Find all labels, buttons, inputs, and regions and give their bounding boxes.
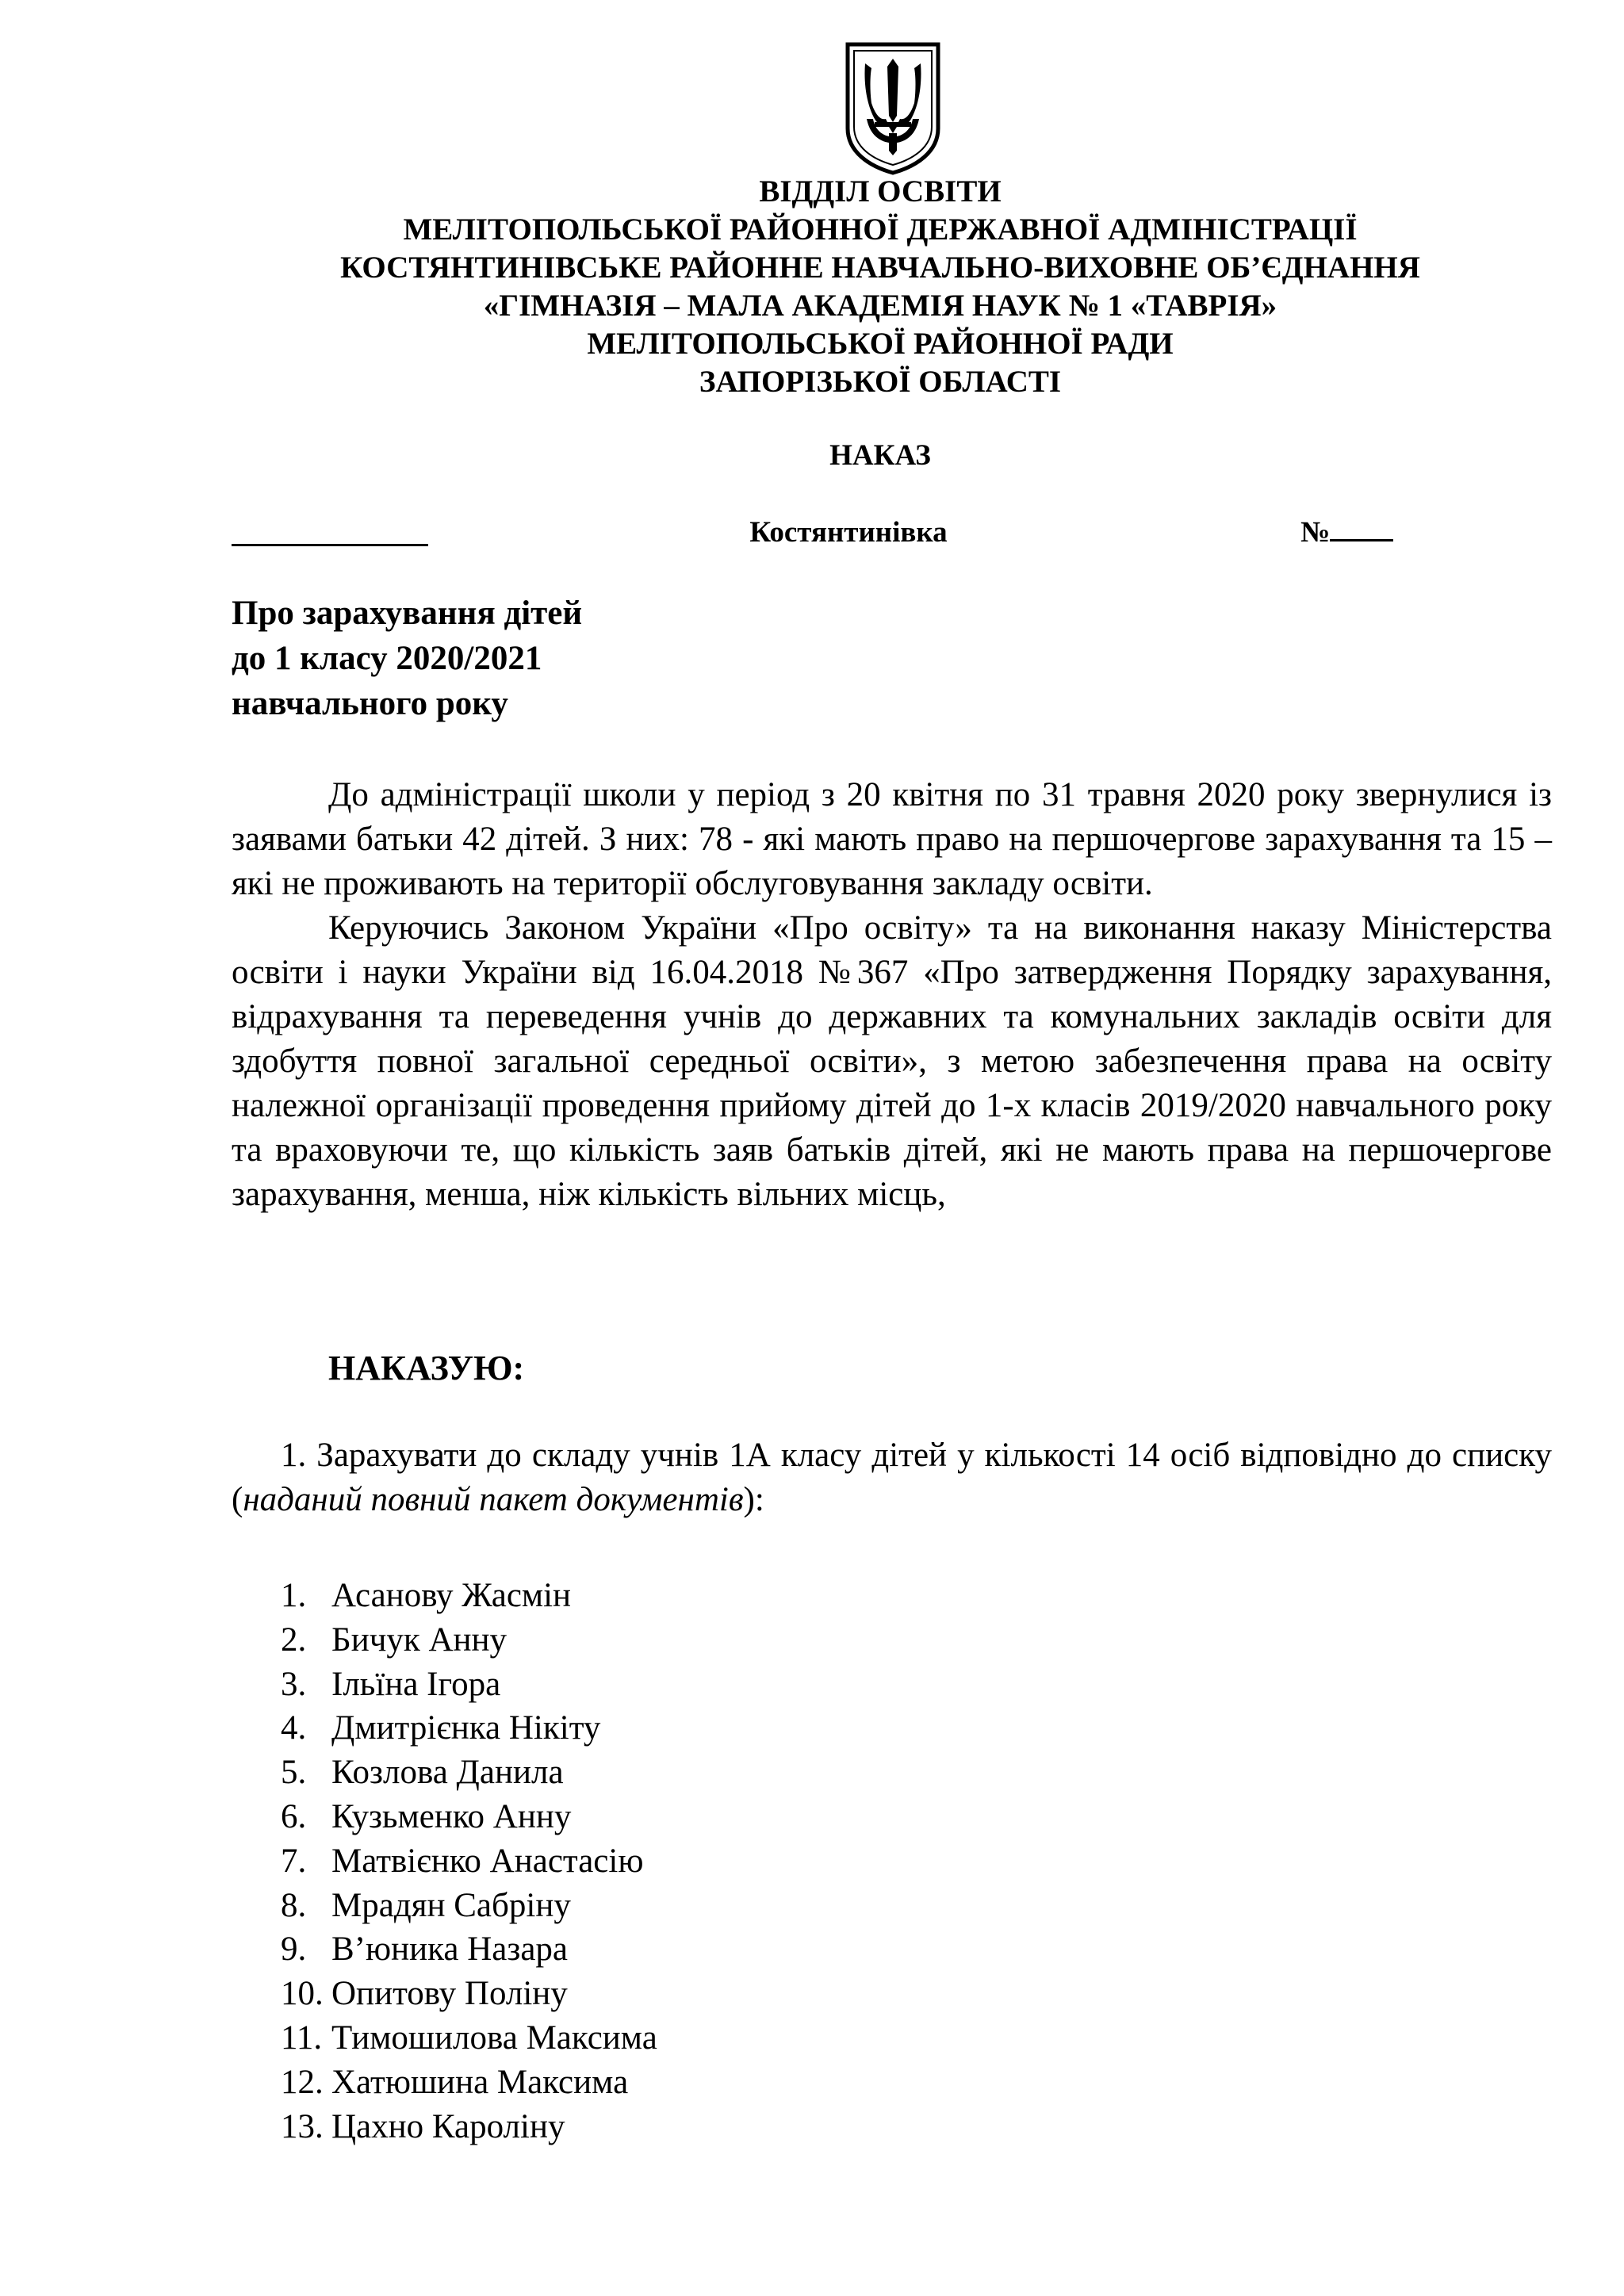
coat-of-arms-icon [843,40,943,176]
student-name: Дмитрієнка Нікіту [331,1709,601,1747]
institution-header [0,173,1624,401]
student-name: Цахно Кароліну [331,2107,565,2145]
student-list [281,1574,657,2149]
date-city-number-line [0,515,1624,563]
student-name: Бичук Анну [331,1621,508,1659]
subject-line: навчального року [232,685,508,722]
document-type-title: НАКАЗ [829,439,931,472]
list-item-number: 10. [281,1975,324,2013]
city-name: Костянтинівка [749,516,948,549]
list-item-number: 5. [281,1754,307,1792]
item-text: 1. Зарахувати до складу учнів 1А класу дітей у кількості 14 осіб відповідно до списку ( [232,1437,1552,1518]
list-item-number: 13. [281,2107,324,2145]
order-body [232,773,1552,1217]
student-name: Кузьменко Анну [331,1797,572,1835]
student-name: Тимошилова Максима [331,2019,657,2057]
header-line: «ГІМНАЗІЯ – МАЛА АКАДЕМІЯ НАУК № 1 «ТАВРІЯ» [483,289,1277,323]
list-item [281,1574,657,1618]
list-item-number: 3. [281,1665,307,1703]
student-name: В’юника Назара [331,1931,569,1969]
item-text: ): [743,1481,764,1518]
list-item [281,1839,657,1884]
order-item-1 [232,1433,1552,1522]
student-name: Козлова Данила [331,1754,564,1792]
list-item [281,2061,657,2105]
list-item [281,1706,657,1751]
body-paragraph: Керуючись Законом України «Про освіту» та на виконання наказу Міністерства освіти і науки України від 16.04.2018 №367 «Про затвердження Порядку зарахування, відрахування та переведення учнів до державних та комунальних закладів освіти для здобуття повної загальної середньої освіти», з метою забезпечення права на освіту належної організації проведення прийому дітей до 1-х класів 2019/2020 навчального року та враховуючи те, що кількість заяв батьків дітей, які не мають права на першочергове зарахування, менша, ніж кількість вільних місць, [232,909,1552,1213]
list-item [281,1884,657,1928]
list-item-number: 1. [281,1577,307,1614]
body-paragraph: До адміністрації школи у період з 20 квітня по 31 травня 2020 року звернулися із заявами батьки 42 дітей. З них: 78 - які мають право на першочергове зарахування та 15 – які не проживають на території обслуговування закладу освіти. [232,776,1552,902]
list-item-number: 4. [281,1709,307,1747]
student-name: Хатюшина Максима [331,2063,629,2101]
list-item-number: 11. [281,2019,323,2057]
list-item [281,1618,657,1663]
order-number [1300,515,1393,549]
list-item-number: 9. [281,1931,307,1969]
order-directive: НАКАЗУЮ: [328,1349,525,1387]
item-text-italic: наданий повний пакет документів [243,1481,744,1518]
student-name: Асанову Жасмін [331,1577,572,1614]
list-item [281,1663,657,1707]
list-item [281,1795,657,1839]
list-item-number: 8. [281,1886,307,1924]
list-item-number: 6. [281,1797,307,1835]
list-item-number: 2. [281,1621,307,1659]
header-line: МЕЛІТОПОЛЬСЬКОЇ РАЙОННОЇ ДЕРЖАВНОЇ АДМІНІСТРАЦІЇ [403,212,1358,247]
subject-line: Про зарахування дітей [232,595,583,632]
header-line: КОСТЯНТИНІВСЬКЕ РАЙОННЕ НАВЧАЛЬНО-ВИХОВНЕ ОБ’ЄДНАННЯ [340,251,1420,285]
student-name: Матвієнко Анастасію [331,1842,644,1880]
student-name: Ільїна Ігора [331,1665,501,1703]
list-item [281,1927,657,1972]
student-name: Опитову Поліну [331,1975,568,2013]
header-line: МЕЛІТОПОЛЬСЬКОЇ РАЙОННОЇ РАДИ [587,327,1174,361]
list-item [281,2016,657,2061]
subject-line: до 1 класу 2020/2021 [232,640,542,677]
number-sign: № [1300,516,1331,549]
order-subject [232,591,582,726]
header-line: ВІДДІЛ ОСВІТИ [759,174,1002,209]
list-item [281,2105,657,2149]
list-item-number: 7. [281,1842,307,1880]
list-item [281,1751,657,1795]
header-line: ЗАПОРІЗЬКОЇ ОБЛАСТІ [699,365,1062,399]
number-blank-line [1330,515,1393,541]
student-name: Мрадян Сабріну [331,1886,571,1924]
list-item-number: 12. [281,2063,324,2101]
list-item [281,1972,657,2016]
